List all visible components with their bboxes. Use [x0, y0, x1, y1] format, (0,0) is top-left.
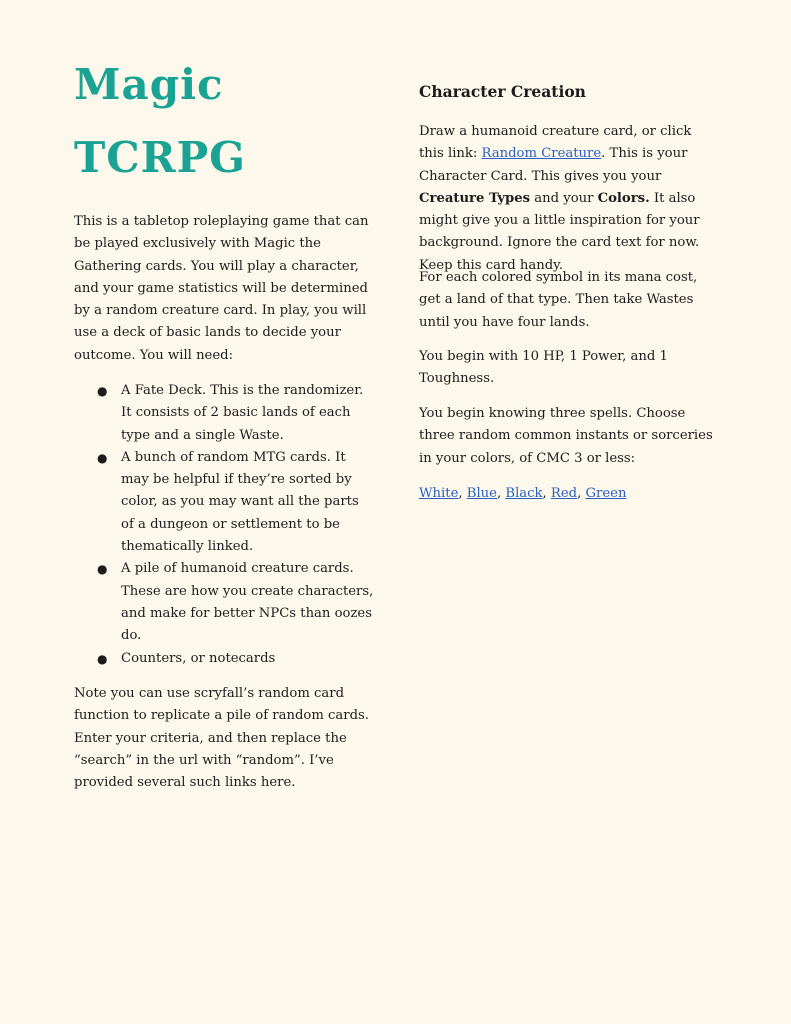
bullet-icon: ● [97, 562, 108, 577]
section-heading: Character Creation [419, 82, 586, 101]
list-item-text: Counters, or notecards [121, 650, 276, 666]
p1-text-end: It also might give you a little inspiration for your background. Ignore the card text for now. Keep this card handy. [419, 190, 700, 273]
list-item-text: A bunch of random MTG cards. It may be helpful if they’re sorted by color, as you may want all the parts of a dungeon or settlement to be thematically linked. [121, 449, 359, 555]
red-link[interactable]: Red [550, 486, 578, 501]
intro-paragraph: This is a tabletop roleplaying game that can be played exclusively with Magic the Gathering cards. You will play a character, and your game statistics will be determined by a random creature card. In play, you will use a deck of basic lands to decide your outcome. You will need: [74, 214, 369, 363]
separator: , [542, 486, 551, 501]
black-link[interactable]: Black [505, 486, 543, 501]
list-item [74, 447, 374, 558]
list-item [74, 648, 374, 670]
stats-paragraph: You begin with 10 HP, 1 Power, and 1 Toughness. [419, 349, 668, 387]
p1-text-after-link: . This is your Character Card. This gives you your [419, 146, 688, 184]
list-item [74, 558, 374, 647]
creature-types-bold: Creature Types [419, 190, 531, 206]
title-line-2: TCRPG [74, 133, 247, 182]
p1-text-mid: and your [530, 190, 598, 206]
spells-paragraph: You begin knowing three spells. Choose three random common instants or sorceries in your colors, of CMC 3 or less: [419, 406, 713, 466]
scryfall-note-paragraph: Note you can use scryfall’s random card function to replicate a pile of random cards. Enter your criteria, and then replace the “search” in the url with “random”. I’ve provided several such links here. [74, 686, 369, 791]
white-link[interactable]: White [419, 486, 459, 501]
random-creature-link[interactable]: Random Creature [481, 146, 602, 162]
list-item-text: A pile of humanoid creature cards. These are how you create characters, and make for better NPCs than oozes do. [121, 561, 374, 644]
colors-bold: Colors. [597, 190, 650, 206]
separator: , [577, 486, 586, 501]
bullet-icon: ● [97, 651, 108, 666]
color-links-row [419, 483, 719, 505]
green-link[interactable]: Green [585, 486, 627, 501]
title-line-1: Magic [74, 60, 224, 109]
blue-link[interactable]: Blue [466, 486, 497, 501]
needs-list [74, 380, 374, 670]
separator: , [458, 486, 467, 501]
separator: , [496, 486, 506, 501]
bullet-icon: ● [97, 384, 108, 398]
lands-paragraph: For each colored symbol in its mana cost, get a land of that type. Then take Wastes until you have four lands. [419, 270, 698, 330]
p1-text-start: Draw a humanoid creature card, or click this link: [419, 124, 692, 162]
list-item [74, 380, 374, 447]
character-card-paragraph [419, 121, 719, 277]
bullet-icon: ● [97, 450, 108, 465]
list-item-text: A Fate Deck. This is the randomizer. It consists of 2 basic lands of each type and a single Waste. [121, 383, 364, 443]
